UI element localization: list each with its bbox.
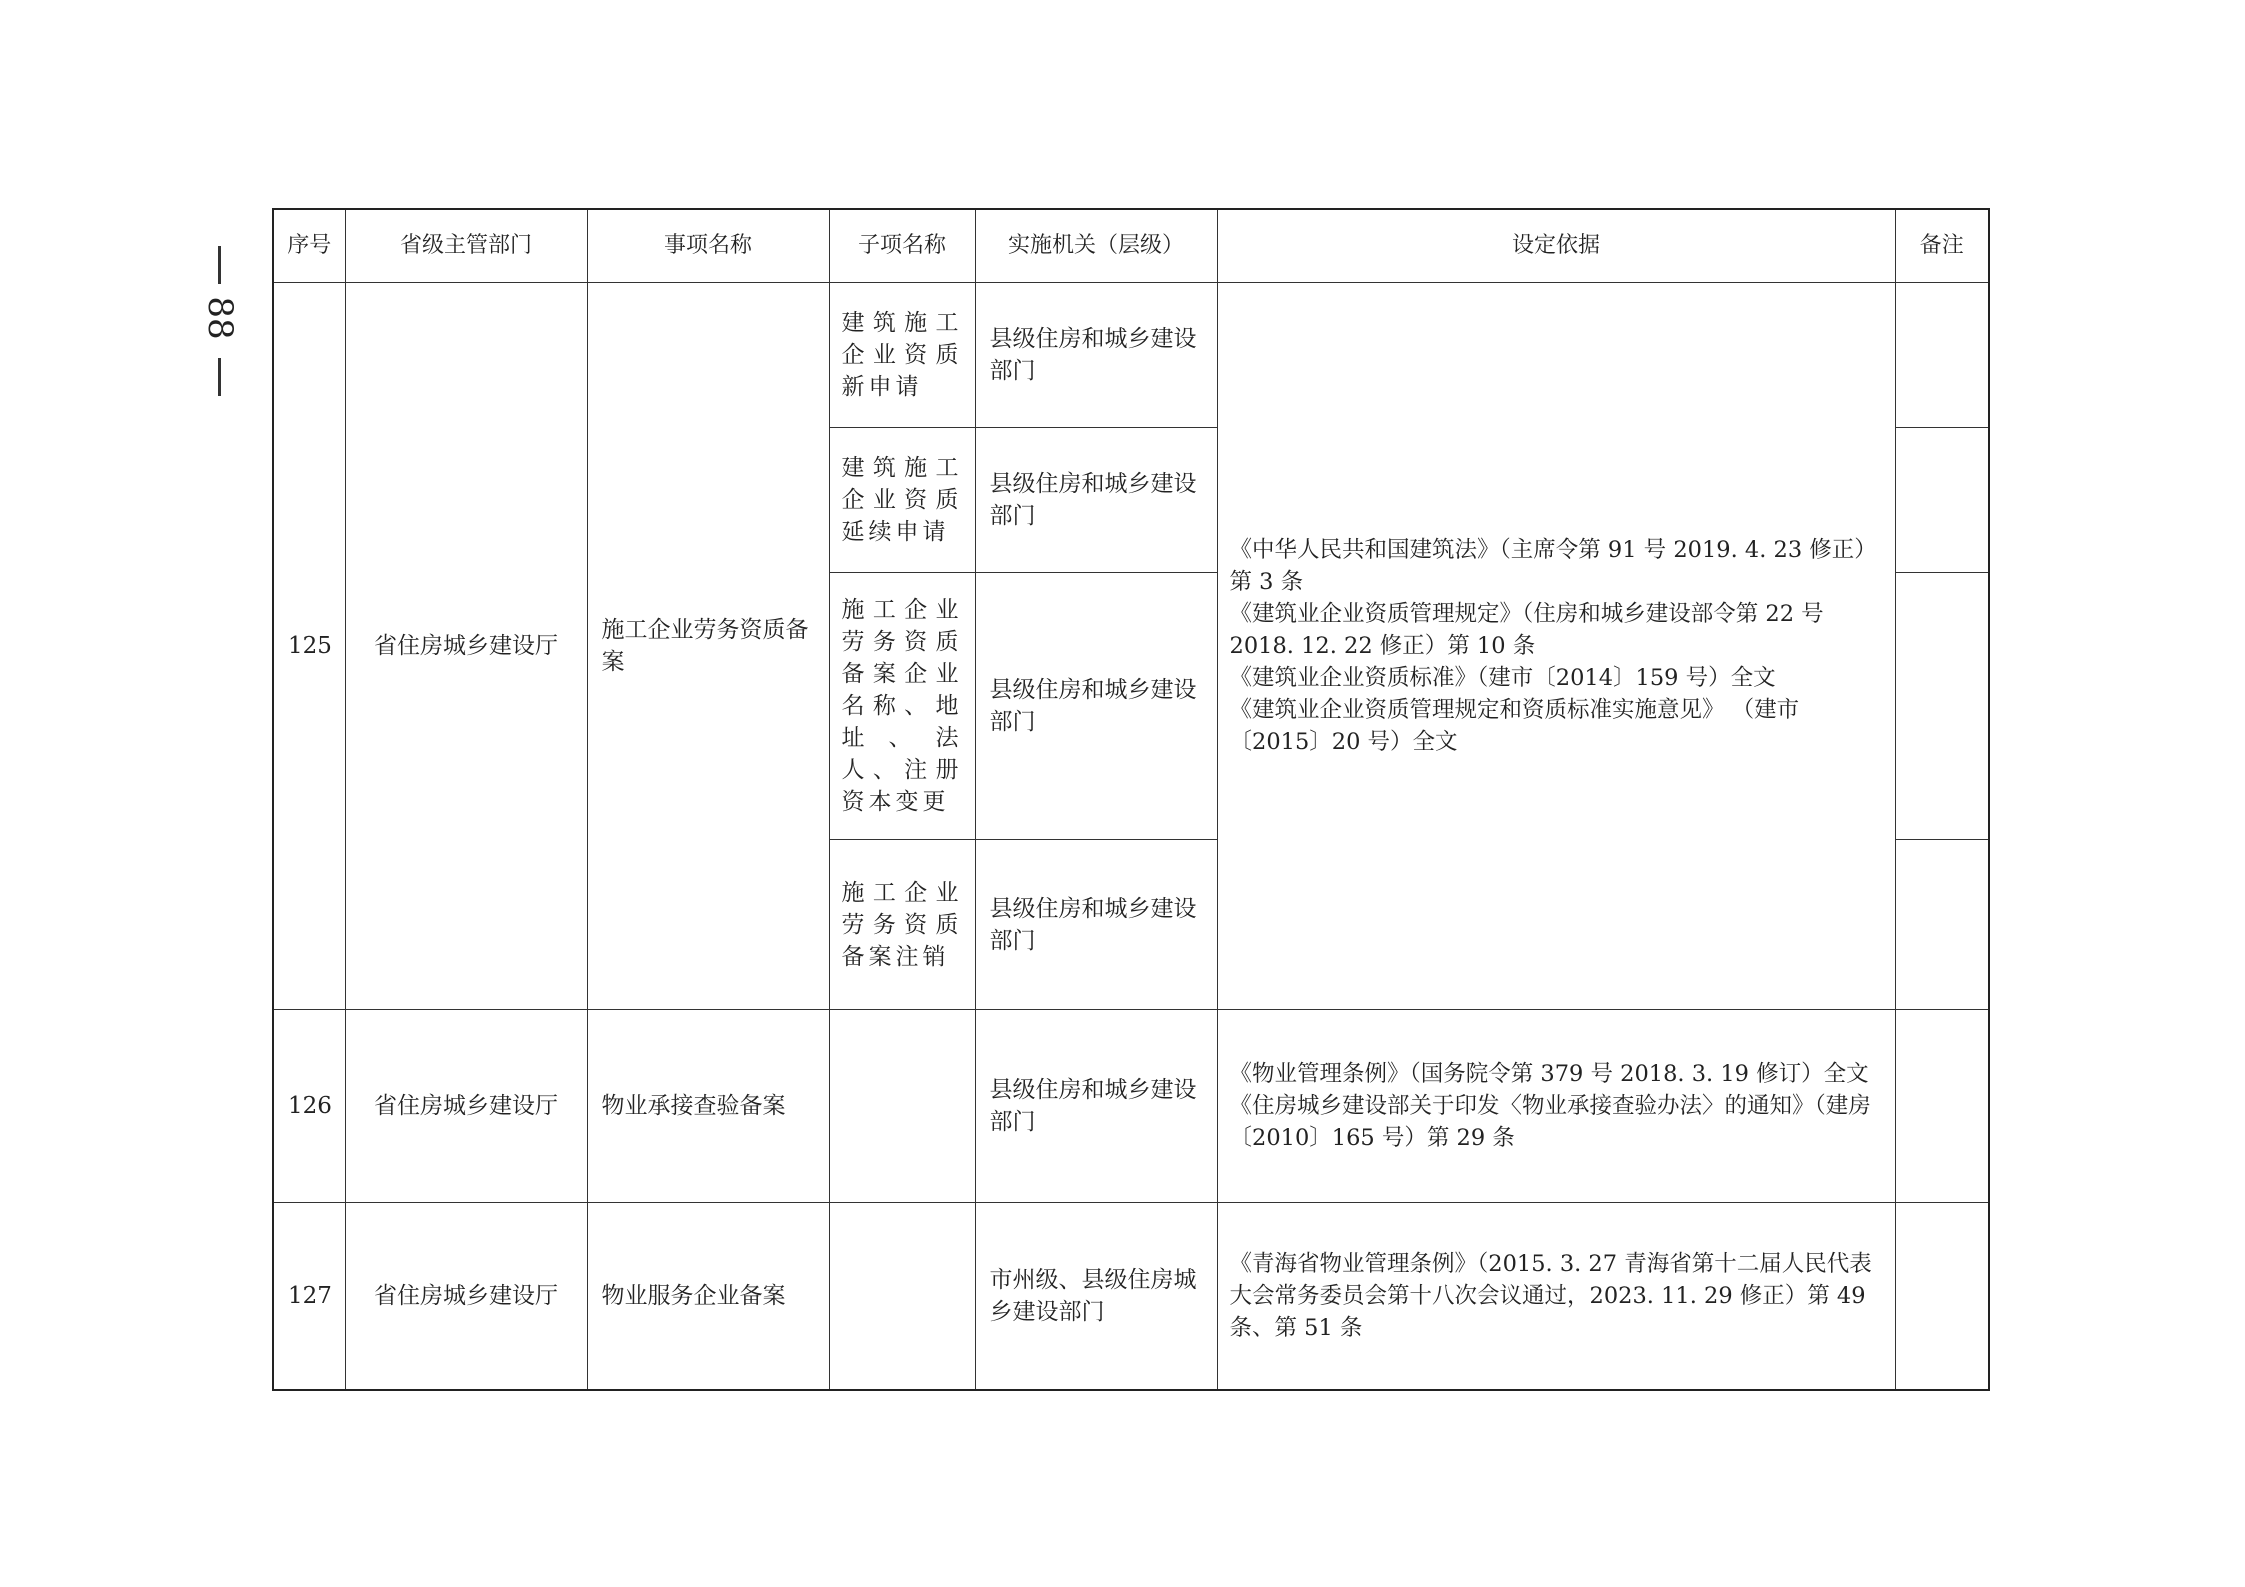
header-subitem: 子项名称 xyxy=(829,209,975,283)
row-item: 物业承接查验备案 xyxy=(587,1010,829,1203)
header-no: 序号 xyxy=(273,209,345,283)
subitem-agency: 县级住房和城乡建设部门 xyxy=(975,573,1217,840)
row-agency: 市州级、县级住房城乡建设部门 xyxy=(975,1203,1217,1390)
subitem-name: 施工企业劳务资质备案注销 xyxy=(829,840,975,1010)
header-dept: 省级主管部门 xyxy=(345,209,587,283)
approval-items-table xyxy=(272,208,1990,1391)
row-note xyxy=(1895,428,1989,573)
page-number-block xyxy=(190,240,250,400)
header-note: 备注 xyxy=(1895,209,1989,283)
row-dept: 省住房城乡建设厅 xyxy=(345,1203,587,1390)
row-note xyxy=(1895,283,1989,428)
basis-line: 《物业管理条例》（国务院令第 379 号 2018. 3. 19 修订）全文 xyxy=(1229,1061,1869,1087)
subitem-agency: 县级住房和城乡建设部门 xyxy=(975,283,1217,428)
row-note xyxy=(1895,1203,1989,1390)
subitem-agency: 县级住房和城乡建设部门 xyxy=(975,428,1217,573)
page-number: 88 xyxy=(200,296,240,340)
basis-line: 《中华人民共和国建筑法》（主席令第 91 号 2019. 4. 23 修正）第 3 条 xyxy=(1229,537,1877,595)
row-dept: 省住房城乡建设厅 xyxy=(345,283,587,1010)
row-note xyxy=(1895,840,1989,1010)
header-row xyxy=(273,209,1989,283)
header-item: 事项名称 xyxy=(587,209,829,283)
row-note xyxy=(1895,573,1989,840)
row-basis xyxy=(1217,1203,1895,1390)
subitem-name: 建筑施工企业资质新申请 xyxy=(829,283,975,428)
page-number-dash-bottom xyxy=(218,358,221,396)
row-no: 125 xyxy=(273,283,345,1010)
row-agency: 县级住房和城乡建设部门 xyxy=(975,1010,1217,1203)
subitem-name xyxy=(829,1010,975,1203)
row-basis xyxy=(1217,283,1895,1010)
row-basis xyxy=(1217,1010,1895,1203)
page-number-dash-top xyxy=(218,246,221,284)
basis-line: 《建筑业企业资质管理规定》（住房和城乡建设部令第 22 号 2018. 12. 22 修正）第 10 条 xyxy=(1229,601,1824,659)
row-dept: 省住房城乡建设厅 xyxy=(345,1010,587,1203)
subitem-name xyxy=(829,1203,975,1390)
basis-line: 《青海省物业管理条例》（2015. 3. 27 青海省第十二届人民代表大会常务委员会第十八次会议通过，2023. 11. 29 修正）第 49 条、第 51 条 xyxy=(1229,1250,1872,1341)
subitem-agency: 县级住房和城乡建设部门 xyxy=(975,840,1217,1010)
header-basis: 设定依据 xyxy=(1217,209,1895,283)
table-row xyxy=(273,283,1989,428)
basis-line: 《建筑业企业资质管理规定和资质标准实施意见》 （建市〔2015〕20 号）全文 xyxy=(1229,697,1800,755)
table-row xyxy=(273,1010,1989,1203)
row-item: 物业服务企业备案 xyxy=(587,1203,829,1390)
row-no: 126 xyxy=(273,1010,345,1203)
basis-line: 《住房城乡建设部关于印发〈物业承接查验办法〉的通知》（建房〔2010〕165 号）第 29 条 xyxy=(1229,1093,1871,1151)
row-no: 127 xyxy=(273,1203,345,1390)
subitem-name: 施工企业劳务资质备案企业名称、地址、法人、注册资本变更 xyxy=(829,573,975,840)
basis-line: 《建筑业企业资质标准》（建市〔2014〕159 号）全文 xyxy=(1229,665,1776,691)
table-row xyxy=(273,1203,1989,1390)
row-item: 施工企业劳务资质备案 xyxy=(587,283,829,1010)
header-agency: 实施机关（层级） xyxy=(975,209,1217,283)
subitem-name: 建筑施工企业资质延续申请 xyxy=(829,428,975,573)
row-note xyxy=(1895,1010,1989,1203)
